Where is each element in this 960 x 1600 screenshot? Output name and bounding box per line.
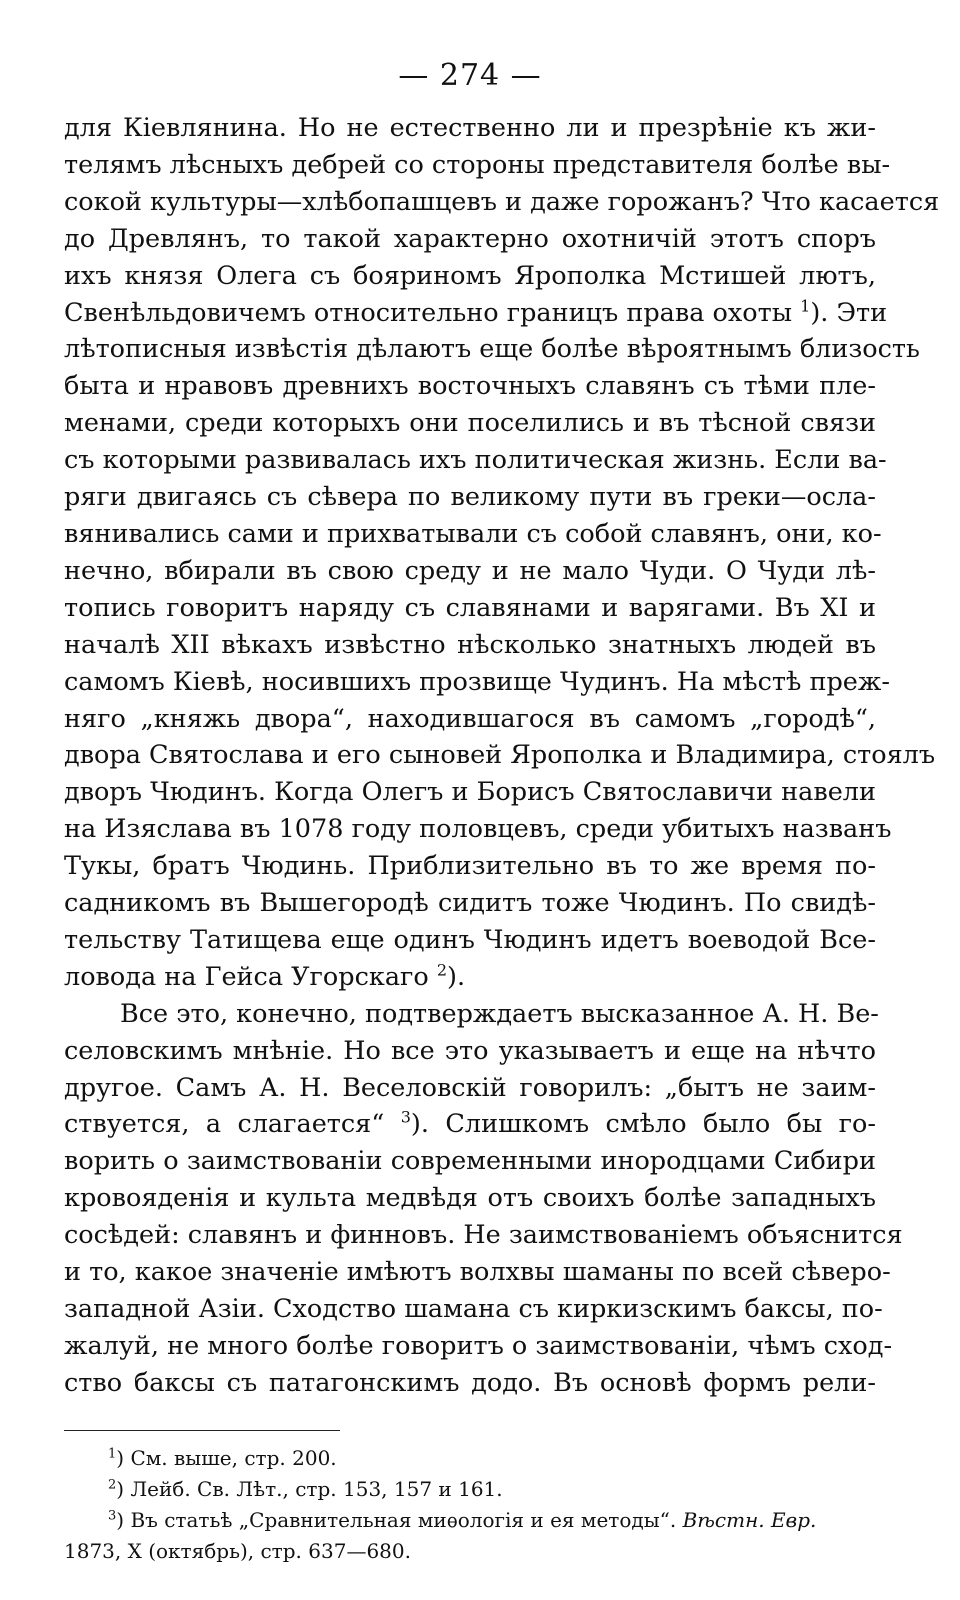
text-line: телямъ лѣсныхъ дебрей со стороны представителя болѣе вы- [64,149,891,180]
text-line-tail: ). Эти [810,297,888,328]
footnote-3 [64,1505,876,1536]
text-line: съ которыми развивалась ихъ политическая жизнь. Если ва- [64,445,887,476]
footnote-divider [64,1430,340,1431]
text-line: для Кіевлянина. Но не естественно ли и презрѣніе къ жи- [64,113,876,143]
footnote-mark: 1 [108,1446,117,1462]
footnote-text: ) Лейб. Св. Лѣт., стр. 153, 157 и 161. [116,1476,503,1501]
text-line: двора Святослава и его сыновей Ярополка и Владимира, стоялъ [64,740,936,771]
text-line-tail: ). [447,961,466,992]
text-line-with-footnote-ref [64,959,876,996]
text-line: ворить о заимствованіи современными инородцами Сибири [64,1146,876,1177]
paragraph-1 [64,110,940,996]
text-line: дворъ Чюдинъ. Когда Олегъ и Борисъ Святославичи навели [64,777,876,808]
text-line: на Изяслава въ 1078 году половцевъ, среди убитыхъ названъ [64,814,892,845]
text-line: ряги двигаясь съ сѣвера по великому пути въ греки—осла- [64,482,876,513]
book-page [64,58,940,1567]
text-line-with-footnote-ref [64,1106,876,1143]
text-line: менами, среди которыхъ они поселились и въ тѣсной связи [64,408,876,439]
text-line: нечно, вбирали въ свою среду и не мало Чуди. О Чуди лѣ- [64,555,876,586]
text-line: другое. Самъ А. Н. Веселовскій говорилъ: „бытъ не заим- [64,1072,876,1103]
footnote-3-continuation: 1873, X (октябрь), стр. 637—680. [64,1538,411,1563]
text-line: селовскимъ мнѣніе. Но все это указываетъ и еще на нѣчто [64,1035,876,1066]
text-line: вянивались сами и прихватывали съ собой славянъ, они, ко- [64,518,882,549]
text-line: сокой культуры—хлѣбопашцевъ и даже горожанъ? Что касается [64,186,940,217]
footnote-ref-2[interactable]: 2 [436,960,448,980]
text-line: западной Азіи. Сходство шамана съ киркизскимъ баксы, по- [64,1294,883,1324]
footnote-2 [64,1474,876,1505]
text-line: до Древлянъ, то такой характерно охотничій этотъ споръ [64,223,876,254]
footnote-mark: 2 [108,1477,117,1493]
footnote-1 [64,1443,876,1474]
text-line: няго „княжь двора“, находившагося въ самомъ „городѣ“, [64,703,876,734]
paragraph-2 [64,996,903,1402]
footnote-text: ) Въ статьѣ „Сравнительная миѳологія и ея методы“. [116,1507,683,1532]
text-line: и то, какое значеніе имѣютъ волхвы шаманы по всей сѣверо- [64,1257,891,1288]
text-line: началѣ XII вѣкахъ извѣстно нѣсколько знатныхъ людей въ [64,629,876,660]
page-number: — 274 — [398,58,542,93]
text-line: кровояденія и культа медвѣдя отъ своихъ болѣе западныхъ [64,1183,876,1214]
text-line: Все это, конечно, подтверждаетъ высказанное А. Н. Ве- [120,998,879,1029]
text-line-head: ловода на Гейса Угорскаго [64,961,429,992]
text-line: быта и нравовъ древнихъ восточныхъ славянъ съ тѣми пле- [64,371,876,402]
text-line: лѣтописныя извѣстія дѣлаютъ еще болѣе вѣроятнымъ близость [64,334,920,365]
text-line: ихъ князя Олега съ бояриномъ Ярополка Мстишей лютъ, [64,260,876,291]
footnote-ref-1[interactable]: 1 [800,296,811,316]
text-line: Тукы, братъ Чюдинь. Приблизительно въ то же время по- [64,851,876,882]
text-line: тельству Татищева еще одинъ Чюдинъ идетъ воеводой Все- [64,924,876,955]
footnote-journal-title: Вѣстн. Евр. [682,1507,817,1532]
footnote-mark: 3 [108,1508,117,1524]
text-line-head: ствуется, а слагается“ [64,1109,385,1140]
text-line-with-footnote-ref [64,295,888,332]
text-line: садникомъ въ Вышегородѣ сидитъ тоже Чюдинъ. По свидѣ- [64,888,876,919]
footnotes [64,1443,876,1567]
text-line: жалуй, не много болѣе говоритъ о заимствованіи, чѣмъ сход- [64,1330,893,1361]
footnote-text: ) См. выше, стр. 200. [116,1445,337,1470]
text-line: самомъ Кіевѣ, носившихъ прозвище Чудинъ. На мѣстѣ преж- [64,666,890,697]
text-line: ство баксы съ патагонскимъ додо. Въ основѣ формъ рели- [64,1367,876,1398]
text-line-head: Свенѣльдовичемъ относительно границъ права охоты [64,297,793,328]
text-line: сосѣдей: славянъ и финновъ. Не заимствованіемъ объяснится [64,1220,903,1251]
text-line: топись говоритъ наряду съ славянами и варягами. Въ XI и [64,592,876,623]
text-line-tail: ). Слишкомъ смѣло было бы го- [410,1109,876,1140]
footnote-ref-3[interactable]: 3 [400,1107,411,1127]
